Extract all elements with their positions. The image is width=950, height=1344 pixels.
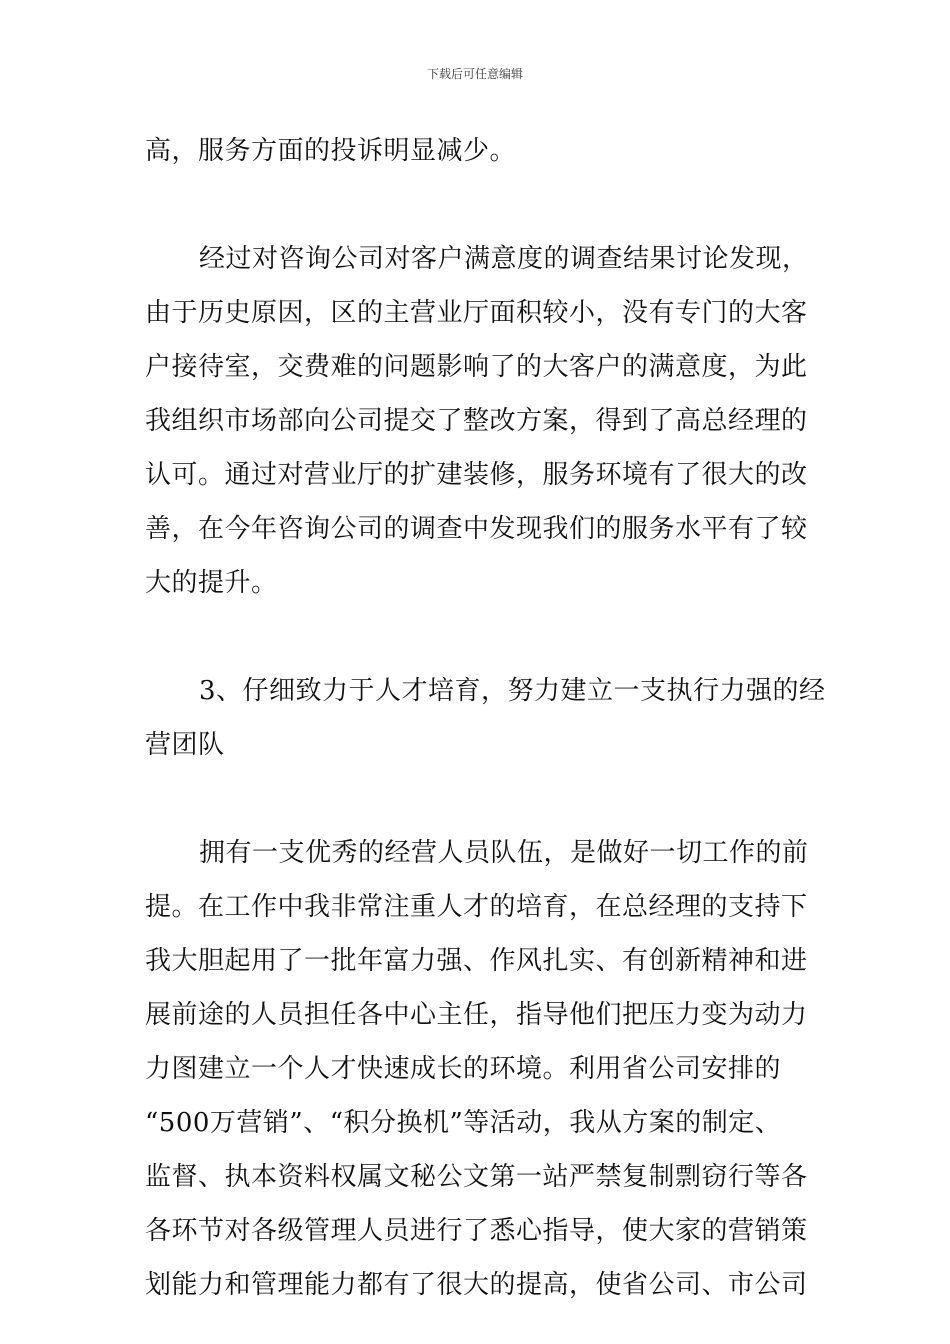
text-line: 认可。通过对营业厅的扩建装修，服务环境有了很大的改 — [145, 460, 808, 490]
paragraph-1 — [145, 124, 815, 178]
text-line: 营团队 — [145, 730, 225, 760]
text-line: 我大胆起用了一批年富力强、作风扎实、有创新精神和进 — [145, 946, 808, 976]
text-line: 由于历史原因，区的主营业厅面积较小，没有专门的大客 — [145, 298, 808, 328]
text-line: 划能力和管理能力都有了很大的提高，使省公司、市公司 — [145, 1270, 808, 1300]
text-line: 善，在今年咨询公司的调查中发现我们的服务水平有了较 — [145, 514, 808, 544]
text-line: 展前途的人员担任各中心主任，指导他们把压力变为动力 — [145, 1000, 808, 1030]
text-line: 大的提升。 — [145, 568, 278, 598]
text-line: “500万营销”、“积分换机”等活动，我从方案的制定、 — [145, 1108, 782, 1138]
text-line: 力图建立一个人才快速成长的环境。利用省公司安排的 — [145, 1054, 782, 1084]
text-line: 我组织市场部向公司提交了整改方案，得到了高总经理的 — [145, 406, 808, 436]
body-text — [145, 124, 826, 1312]
text-line: 户接待室，交费难的问题影响了的大客户的满意度，为此 — [145, 352, 808, 382]
text-line: 各环节对各级管理人员进行了悉心指导，使大家的营销策 — [145, 1216, 808, 1246]
text-line: 拥有一支优秀的经营人员队伍，是做好一切工作的前 — [199, 838, 809, 868]
text-line: 监督、执本资料权属文秘公文第一站严禁复制剽窃行等各 — [145, 1162, 808, 1192]
paragraph-gap — [145, 178, 815, 232]
paragraph-2 — [145, 232, 815, 610]
paragraph-4 — [145, 826, 815, 1312]
header-note: 下载后可任意编辑 — [426, 67, 523, 81]
paragraph-gap — [145, 610, 815, 664]
text-line: 经过对咨询公司对客户满意度的调查结果讨论发现， — [199, 244, 809, 274]
text-line: 3、仔细致力于人才培育，努力建立一支执行力强的经 — [199, 676, 826, 706]
text-line: 高，服务方面的投诉明显减少。 — [145, 136, 517, 166]
paragraph-gap — [145, 772, 815, 826]
text-line: 提。在工作中我非常注重人才的培育，在总经理的支持下 — [145, 892, 808, 922]
section-heading-3 — [145, 664, 826, 772]
